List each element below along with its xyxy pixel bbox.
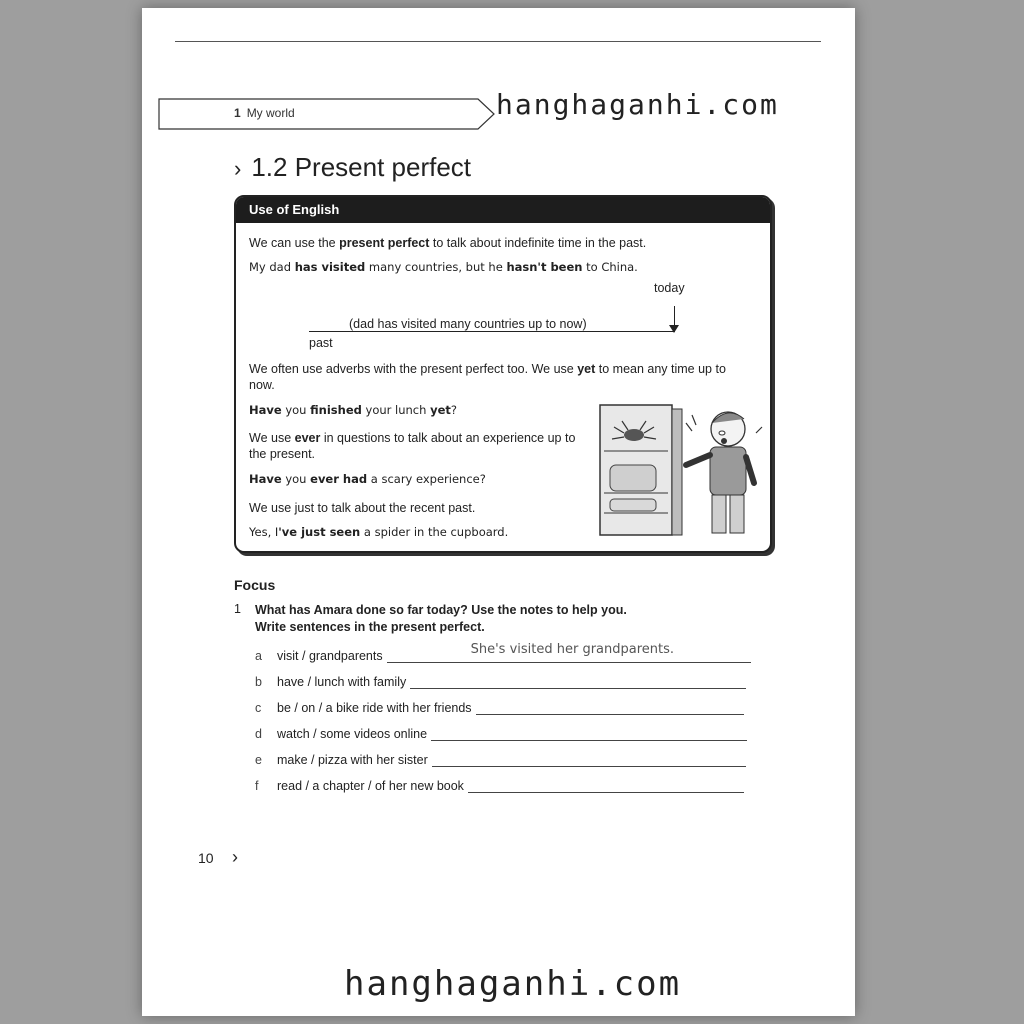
section-title <box>234 152 471 183</box>
answer-line[interactable] <box>468 778 744 793</box>
example-2 <box>249 402 457 418</box>
item-prompt: have / lunch with family <box>277 675 407 689</box>
bold-term: ever had <box>310 472 368 486</box>
item-prompt: be / on / a bike ride with her friends <box>277 701 472 715</box>
timeline-line <box>309 331 674 332</box>
rule-ever <box>249 430 579 462</box>
timeline-past-label: past <box>309 336 333 350</box>
exercise-item-c <box>255 700 744 715</box>
question-line-2: Write sentences in the present perfect. <box>255 620 485 634</box>
rule-yet <box>249 361 749 393</box>
item-letter: c <box>255 701 262 715</box>
worksheet-page <box>142 8 855 1016</box>
bold-term: ever <box>294 431 321 445</box>
unit-tab <box>158 98 476 128</box>
answer-line[interactable] <box>410 674 746 689</box>
rule-just: We use just to talk about the recent past. <box>249 501 476 515</box>
text: a scary experience? <box>367 472 486 486</box>
text: Yes, I <box>249 525 279 539</box>
watermark-top: hanghaganhi.com <box>496 88 779 121</box>
bold-term: Have <box>249 472 282 486</box>
text: We can use the <box>249 236 340 250</box>
example-1 <box>249 259 638 275</box>
text: your lunch <box>361 403 431 417</box>
bold-term: yet <box>577 362 596 376</box>
question-text <box>255 602 627 636</box>
watermark-bottom: hanghaganhi.com <box>344 964 682 1004</box>
answer-line[interactable] <box>387 642 751 663</box>
item-letter: a <box>255 649 262 663</box>
example-3 <box>249 471 486 487</box>
text: to China. <box>582 260 638 274</box>
timeline-caption: (dad has visited many countries up to now) <box>349 317 587 331</box>
text: you <box>281 403 311 417</box>
exercise-item-b <box>255 674 746 689</box>
bold-term: 've just seen <box>278 525 361 539</box>
question-number: 1 <box>234 602 241 616</box>
bold-term: Have <box>249 403 282 417</box>
exercise-item-a <box>255 642 751 663</box>
item-prompt: visit / grandparents <box>277 649 383 663</box>
focus-heading: Focus <box>234 577 276 593</box>
answer-line[interactable] <box>431 726 747 741</box>
bold-term: hasn't been <box>506 260 583 274</box>
page-number: 10 <box>198 850 214 866</box>
exercise-item-f <box>255 778 744 793</box>
timeline-today-label: today <box>654 281 685 295</box>
unit-number: 1 <box>234 106 241 120</box>
item-letter: e <box>255 753 262 767</box>
bold-term: has visited <box>294 260 366 274</box>
item-prompt: read / a chapter / of her new book <box>277 779 464 793</box>
text: We often use adverbs with the present perfect too. We use <box>249 362 578 376</box>
unit-label <box>234 106 295 120</box>
rule-present-perfect <box>249 235 646 251</box>
text: My dad <box>249 260 295 274</box>
box-body <box>236 223 770 551</box>
item-letter: d <box>255 727 262 741</box>
chevron-right-icon: › <box>232 847 238 867</box>
text: ? <box>450 403 457 417</box>
section-title-text: 1.2 Present perfect <box>251 152 472 182</box>
unit-tab-shape <box>158 98 498 132</box>
item-prompt: make / pizza with her sister <box>277 753 428 767</box>
bold-term: present perfect <box>339 236 430 250</box>
text: to mean any time up to now. <box>249 362 726 392</box>
text: many countries, but he <box>365 260 507 274</box>
text: We use <box>249 431 295 445</box>
bold-term: finished <box>310 403 362 417</box>
item-letter: b <box>255 675 262 689</box>
answer-line[interactable] <box>432 752 746 767</box>
item-prompt: watch / some videos online <box>277 727 428 741</box>
answer-line[interactable] <box>476 700 744 715</box>
item-letter: f <box>255 779 259 793</box>
exercise-item-e <box>255 752 746 767</box>
chevron-right-icon: › <box>234 156 242 181</box>
boy-cupboard-spider-illustration <box>598 403 764 537</box>
box-heading: Use of English <box>236 197 770 223</box>
question-line-1: What has Amara done so far today? Use the notes to help you. <box>255 603 627 617</box>
exercise-item-d <box>255 726 747 741</box>
unit-title: My world <box>246 106 295 120</box>
bold-term: yet <box>430 403 451 417</box>
text: you <box>281 472 311 486</box>
top-rule <box>175 41 821 42</box>
text: to talk about indefinite time in the past. <box>429 236 647 250</box>
use-of-english-box <box>234 195 772 553</box>
text: in questions to talk about an experience up to the present. <box>249 431 576 461</box>
text: a spider in the cupboard. <box>360 525 509 539</box>
handwritten-answer: She's visited her grandparents. <box>470 642 675 657</box>
example-4 <box>249 524 508 540</box>
